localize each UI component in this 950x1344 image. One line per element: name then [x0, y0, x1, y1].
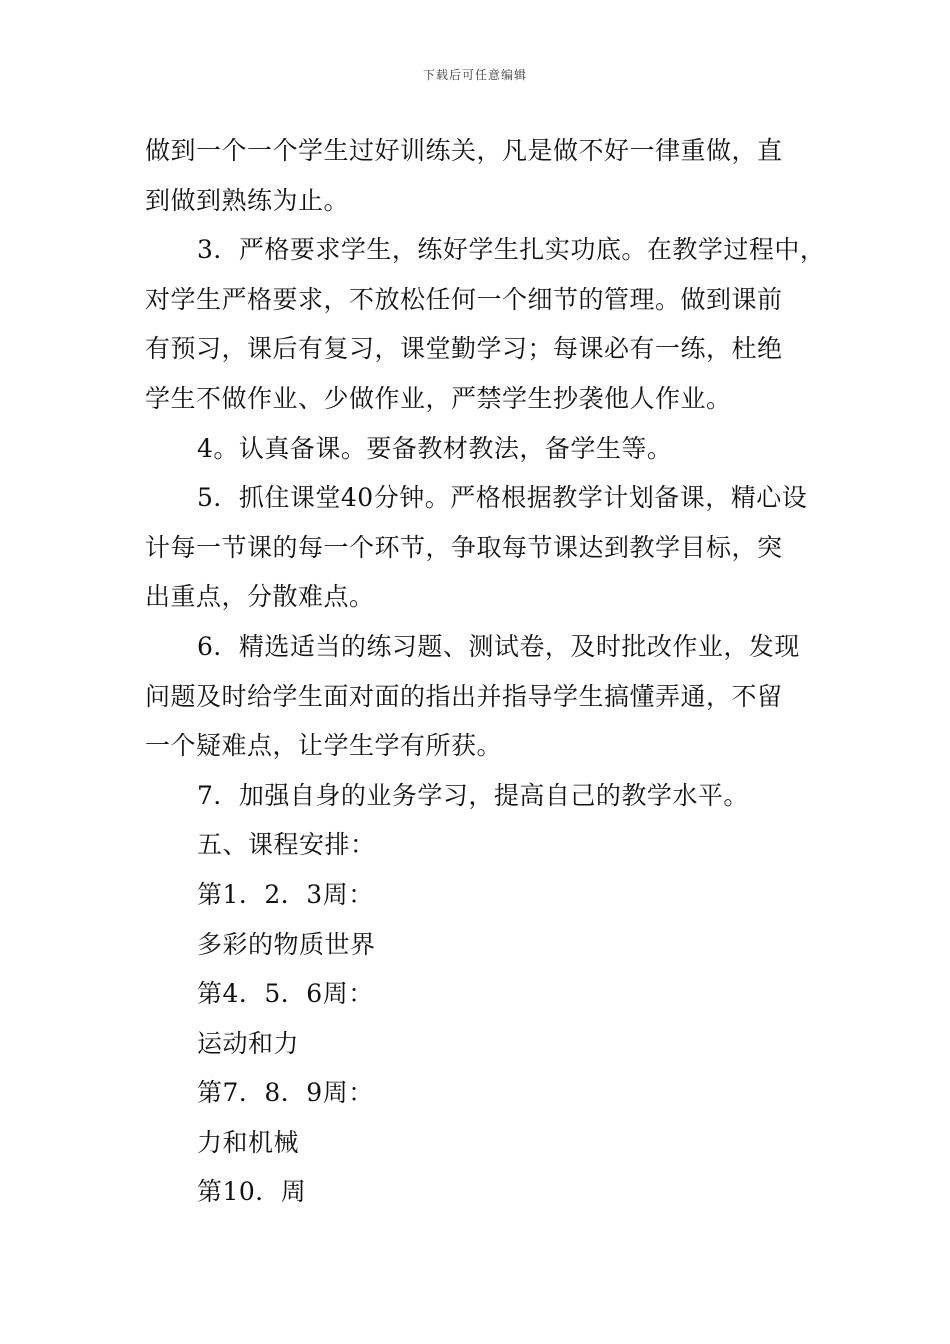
body-line: 有预习，课后有复习，课堂勤学习；每课必有一练，杜绝 — [145, 334, 783, 364]
body-line: 5．抓住课堂40分钟。严格根据教学计划备课，精心设 — [197, 483, 808, 513]
schedule-week: 第10．周 — [197, 1177, 307, 1207]
body-line: 学生不做作业、少做作业，严禁学生抄袭他人作业。 — [145, 383, 732, 413]
page-header: 下载后可任意编辑 — [422, 68, 527, 82]
body-line: 一个疑难点，让学生学有所获。 — [145, 731, 503, 761]
body-line: 问题及时给学生面对面的指出并指导学生搞懂弄通，不留 — [145, 681, 783, 711]
schedule-week: 第7．8．9周： — [197, 1078, 374, 1108]
body-line: 7．加强自身的业务学习，提高自己的教学水平。 — [197, 780, 749, 810]
body-line: 到做到熟练为止。 — [145, 185, 350, 215]
body-line: 做到一个一个学生过好训练关，凡是做不好一律重做，直 — [145, 136, 783, 165]
schedule-week: 第4．5．6周： — [197, 979, 374, 1009]
schedule-topic: 多彩的物质世界 — [197, 929, 376, 959]
body-line: 3．严格要求学生，练好学生扎实功底。在教学过程中， — [197, 235, 826, 265]
body-line: 对学生严格要求，不放松任何一个细节的管理。做到课前 — [145, 284, 783, 314]
body-line: 计每一节课的每一个环节，争取每节课达到教学目标，突 — [145, 532, 783, 562]
schedule-topic: 运动和力 — [197, 1028, 300, 1058]
document-body — [145, 126, 825, 1217]
section-heading: 五、课程安排： — [197, 830, 376, 860]
body-line: 出重点，分散难点。 — [145, 582, 375, 612]
schedule-topic: 力和机械 — [197, 1127, 300, 1157]
schedule-week: 第1．2．3周： — [197, 879, 374, 909]
body-line: 4。认真备课。要备教材教法，备学生等。 — [197, 433, 673, 463]
body-line: 6．精选适当的练习题、测试卷，及时批改作业，发现 — [197, 631, 800, 661]
